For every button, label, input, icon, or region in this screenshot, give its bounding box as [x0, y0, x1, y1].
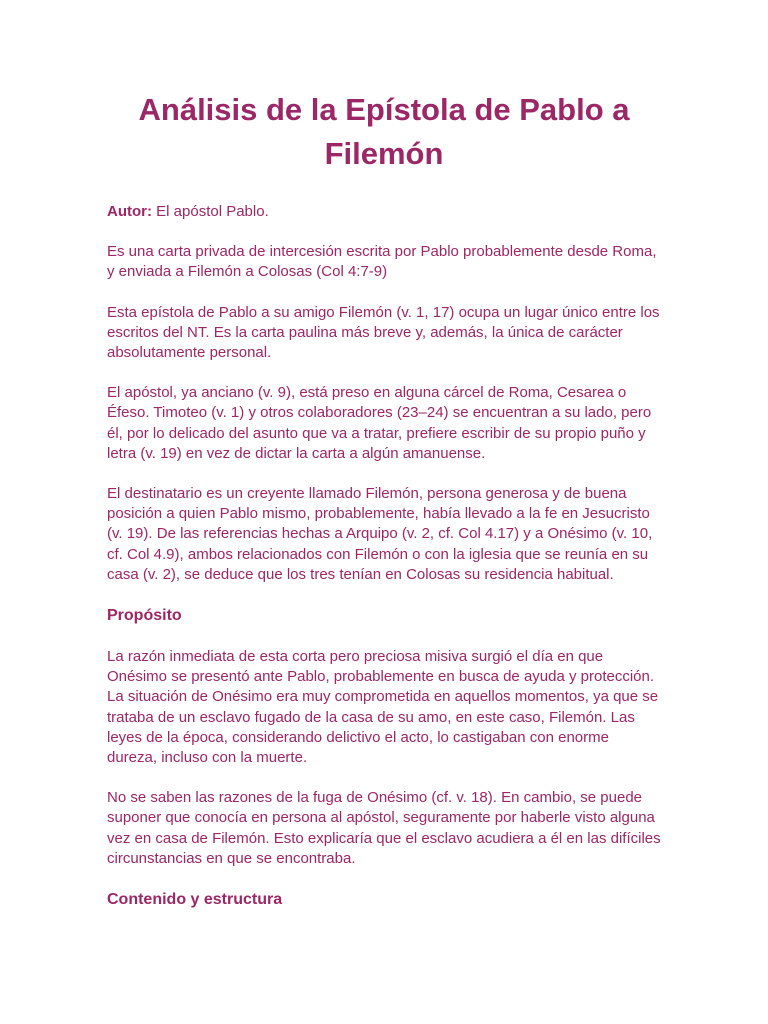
paragraph-fuga-onesimo: No se saben las razones de la fuga de Onésimo (cf. v. 18). En cambio, se puede suponer que conocía en persona al apóstol, seguramente por haberle visto alguna vez en casa de Filemón. Esto explicaría que el esclavo acudiera a él en las difíciles circunstancias en que se encontraba.	[107, 789, 661, 867]
author-line	[107, 202, 661, 222]
paragraph-carta-privada: Es una carta privada de intercesión escrita por Pablo probablemente desde Roma, y enviada a Filemón a Colosas (Col 4:7-9)	[107, 243, 657, 281]
document-title: Análisis de la Epístola de Pablo a Filemón	[138, 92, 630, 171]
section-heading-proposito: Propósito	[107, 607, 182, 625]
paragraph-apostol-preso: El apóstol, ya anciano (v. 9), está preso en alguna cárcel de Roma, Cesarea o Éfeso. Timoteo (v. 1) y otros colaboradores (23–24) se encuentran a su lado, pero él, por lo delicado del asunto que va a tratar, prefiere escribir de su propio puño y letra (v. 19) en vez de dictar la carta a algún amanuense.	[107, 384, 652, 462]
author-label: Autor:	[107, 203, 152, 220]
section-heading-contenido: Contenido y estructura	[107, 891, 283, 909]
paragraph-destinatario: El destinatario es un creyente llamado Filemón, persona generosa y de buena posición a quien Pablo mismo, probablemente, había llevado a la fe en Jesucristo (v. 19). De las referencias hechas a Arquipo (v. 2, cf. Col 4.17) y a Onésimo (v. 10, cf. Col 4.9), ambos relacionados con Filemón o con la iglesia que se reunía en su casa (v. 2), se deduce que los tres tenían en Colosas su residencia habitual.	[107, 485, 653, 583]
paragraph-epistola-unica: Esta epístola de Pablo a su amigo Filemón (v. 1, 17) ocupa un lugar único entre los escritos del NT. Es la carta paulina más breve y, además, la única de carácter absolutamente personal.	[107, 303, 660, 362]
author-value: El apóstol Pablo.	[152, 203, 269, 220]
paragraph-razon-inmediata: La razón inmediata de esta corta pero preciosa misiva surgió el día en que Onésimo se presentó ante Pablo, probablemente en busca de ayuda y protección. La situación de Onésimo era muy comprometida en aquellos momentos, ya que se trataba de un esclavo fugado de la casa de su amo, en este caso, Filemón. Las leyes de la época, considerando delictivo el acto, lo castigaban con enorme dureza, incluso con la muerte.	[107, 648, 659, 767]
